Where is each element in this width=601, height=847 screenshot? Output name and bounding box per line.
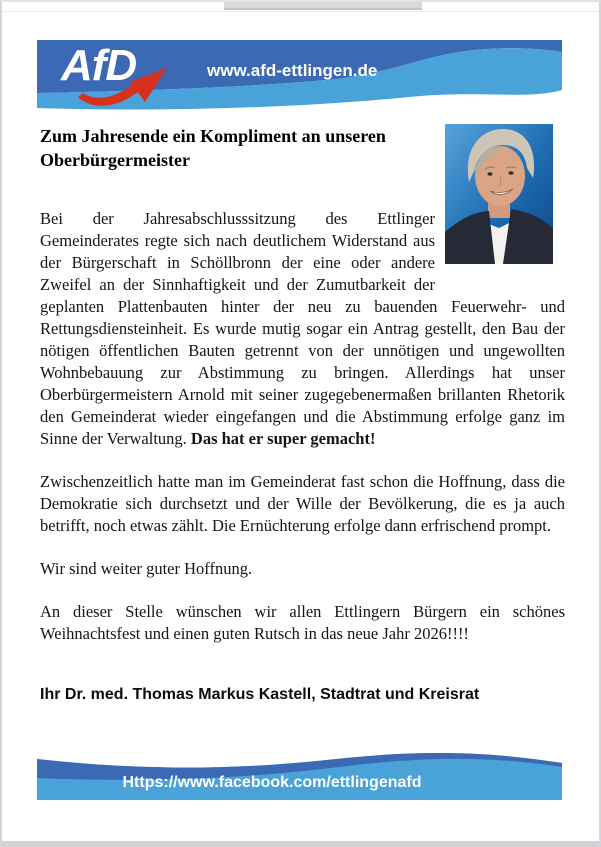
- footer-banner: [37, 748, 562, 800]
- page-top-edge: [2, 11, 599, 12]
- signature-line: Ihr Dr. med. Thomas Markus Kastell, Stadtrat und Kreisrat: [40, 686, 480, 703]
- afd-logo-text: AfD: [61, 41, 137, 90]
- article-body: [40, 122, 565, 704]
- article-title: Zum Jahresende ein Kompliment an unseren Oberbürgermeister: [40, 126, 386, 170]
- paragraph-2: Zwischenzeitlich hatte man im Gemeinderat fast schon die Hoffnung, dass die Demokratie sich durchsetzt und der Wille der Bevölkerung, die es ja auch betrifft, noch etwas zählt. Die Ernüchterung erfolge dann erfrischend prompt.: [40, 472, 565, 535]
- portrait-photo: [445, 124, 553, 264]
- mayor-portrait-graphic: [445, 124, 553, 264]
- paragraph-3: Wir sind weiter guter Hoffnung.: [40, 559, 253, 578]
- header-banner: [37, 40, 562, 110]
- scrollbar-thumb[interactable]: [224, 0, 422, 10]
- header-website-url: www.afd-ettlingen.de: [207, 61, 378, 80]
- paragraph-1-bold-sentence: Das hat er super gemacht!: [190, 429, 376, 448]
- paragraph-1-text: Bei der Jahresabschlusssitzung des Ettlinger Gemeinderates regte sich nach deutlichem Widerstand aus der Bürgerschaft in Schöllbronn der eine oder andere Zweifel an der Sinnhaftigkeit und der Zumutbarkeit der geplanten Plattenbauten hinter der neu zu bauenden Feuerwehr- und Rettungsdiensteinheit. Es wurde mutig sogar ein Antrag gestellt, den Bau der nötigen öffentlichen Bauten getrennt von der unnötigen und ungewollten Wohnbebauung zur Abstimmung zu bringen. Allerdings hat unser Oberbürgermeistern Arnold mit seiner zugegebenermaßen brillanten Rhetorik den Gemeinderat wieder eingefangen und die Abstimmung erfolge ganz im Sinne der Verwaltung.: [40, 209, 565, 448]
- paragraph-4: An dieser Stelle wünschen wir allen Ettlingern Bürgern ein schönes Weihnachtsfest und einen guten Rutsch in das neue Jahr 2026!!!!: [40, 602, 565, 643]
- footer-facebook-url: Https://www.facebook.com/ettlingenafd: [122, 774, 422, 791]
- afd-arrow-icon: [75, 64, 175, 110]
